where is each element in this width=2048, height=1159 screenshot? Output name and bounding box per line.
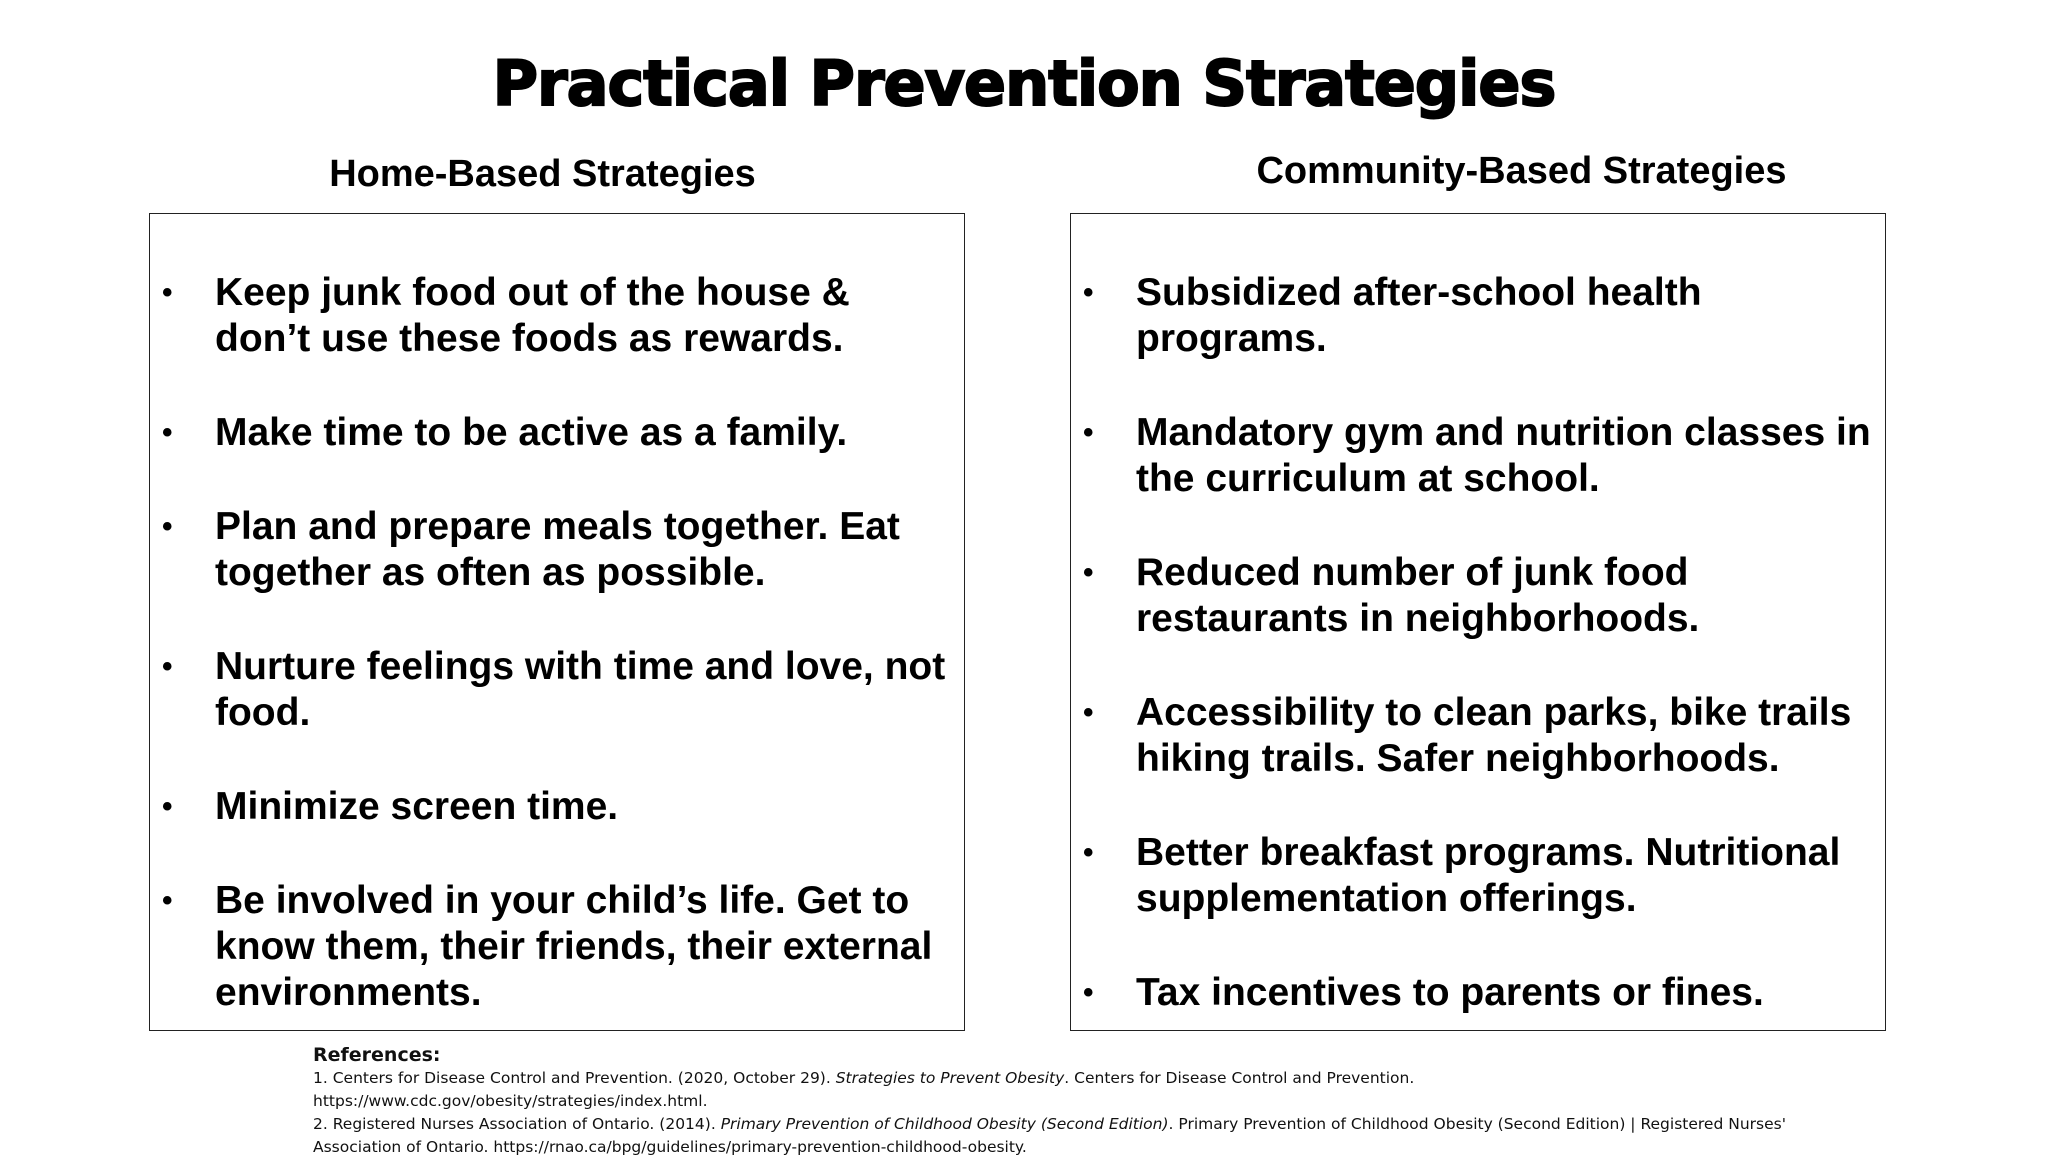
references-heading: References: — [313, 1044, 441, 1066]
page-title: Practical Prevention Strategies — [492, 47, 1556, 120]
item-line: supplementation offerings. — [1136, 877, 1637, 920]
list-item — [1071, 690, 1881, 782]
bullet-icon: • — [162, 790, 173, 823]
list-item — [1071, 550, 1881, 642]
item-line: Accessibility to clean parks, bike trails — [1136, 691, 1852, 734]
home-strategies-box — [149, 213, 965, 1031]
item-line: know them, their friends, their external — [215, 925, 933, 968]
item-line: Subsidized after-school health — [1136, 271, 1702, 314]
reference-2-continued: Association of Ontario. https://rnao.ca/bpg/guidelines/primary-prevention-childhood-obesity. — [313, 1138, 1027, 1156]
references — [313, 1043, 1913, 1159]
item-line: Keep junk food out of the house & — [215, 271, 850, 314]
bullet-icon: • — [162, 884, 173, 917]
list-item — [150, 878, 955, 1016]
reference-2-title: Primary Prevention of Childhood Obesity (Second Edition) — [720, 1115, 1169, 1133]
list-item — [150, 784, 955, 830]
bullet-icon: • — [1083, 556, 1094, 589]
community-strategies-heading: Community-Based Strategies — [1256, 150, 1787, 192]
item-line: Mandatory gym and nutrition classes in — [1136, 411, 1871, 454]
bullet-icon: • — [162, 416, 173, 449]
item-line: Plan and prepare meals together. Eat — [215, 505, 900, 548]
item-line: Nurture feelings with time and love, not — [215, 645, 946, 688]
item-line: the curriculum at school. — [1136, 457, 1600, 500]
list-item — [1071, 830, 1881, 922]
bullet-icon: • — [162, 276, 173, 309]
reference-2 — [313, 1113, 1913, 1136]
list-item — [1071, 410, 1881, 502]
reference-1-text: 1. Centers for Disease Control and Prevention. (2020, October 29). — [313, 1069, 836, 1087]
reference-1 — [313, 1067, 1913, 1090]
item-line: restaurants in neighborhoods. — [1136, 597, 1700, 640]
item-line: Tax incentives to parents or fines. — [1136, 971, 1764, 1014]
list-item — [150, 644, 955, 736]
reference-2-source: . Primary Prevention of Childhood Obesity (Second Edition) | Registered Nurses' — [1168, 1115, 1786, 1133]
item-line: programs. — [1136, 317, 1327, 360]
bullet-icon: • — [1083, 416, 1094, 449]
community-strategies-box — [1070, 213, 1886, 1031]
item-line: don’t use these foods as rewards. — [215, 317, 844, 360]
item-line: hiking trails. Safer neighborhoods. — [1136, 737, 1780, 780]
reference-1-url: https://www.cdc.gov/obesity/strategies/index.html. — [313, 1092, 708, 1110]
list-item — [1071, 270, 1881, 362]
item-line: environments. — [215, 971, 482, 1014]
item-line: together as often as possible. — [215, 551, 766, 594]
community-strategies-list — [1071, 270, 1881, 1064]
bullet-icon: • — [162, 650, 173, 683]
list-item — [1071, 970, 1881, 1016]
reference-1-title: Strategies to Prevent Obesity — [835, 1069, 1065, 1087]
item-line: Make time to be active as a family. — [215, 411, 848, 454]
item-line: Minimize screen time. — [215, 785, 619, 828]
home-strategies-heading: Home-Based Strategies — [329, 153, 756, 195]
bullet-icon: • — [1083, 976, 1094, 1009]
item-line: Reduced number of junk food — [1136, 551, 1689, 594]
item-line: Better breakfast programs. Nutritional — [1136, 831, 1841, 874]
bullet-icon: • — [1083, 696, 1094, 729]
home-strategies-list — [150, 270, 955, 1064]
item-line: Be involved in your child’s life. Get to — [215, 879, 910, 922]
reference-1-source: . Centers for Disease Control and Prevention. — [1064, 1069, 1415, 1087]
list-item — [150, 410, 955, 456]
list-item — [150, 504, 955, 596]
list-item — [150, 270, 955, 362]
bullet-icon: • — [162, 510, 173, 543]
item-line: food. — [215, 691, 311, 734]
bullet-icon: • — [1083, 836, 1094, 869]
bullet-icon: • — [1083, 276, 1094, 309]
reference-2-text: 2. Registered Nurses Association of Ontario. (2014). — [313, 1115, 721, 1133]
